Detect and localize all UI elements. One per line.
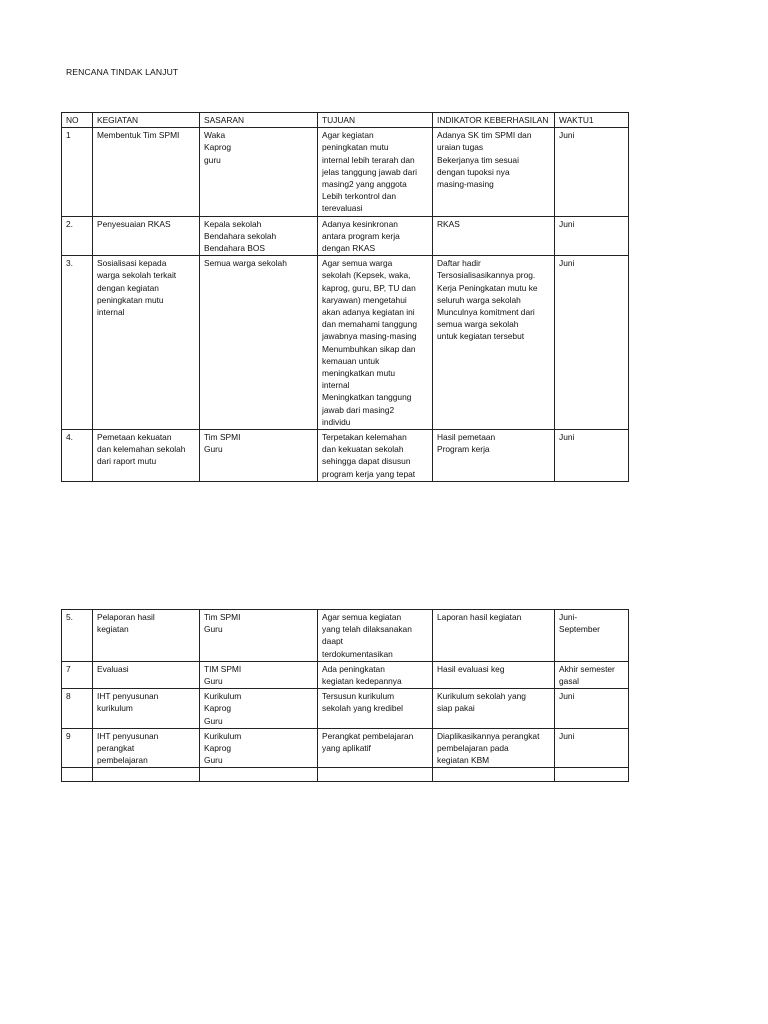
cell-no: 8 bbox=[62, 689, 93, 729]
cell-tujuan: Ada peningkatan kegiatan kedepannya bbox=[318, 661, 433, 688]
action-plan-table-part-1 bbox=[61, 112, 629, 482]
cell-tujuan: Tersusun kurikulum sekolah yang kredibel bbox=[318, 689, 433, 729]
document-title: RENCANA TINDAK LANJUT bbox=[66, 67, 179, 77]
cell-tujuan bbox=[318, 768, 433, 782]
header-indikator: INDIKATOR KEBERHASILAN bbox=[433, 113, 555, 128]
cell-kegiatan bbox=[93, 768, 200, 782]
table-row bbox=[62, 610, 629, 662]
cell-waktu: Juni bbox=[555, 430, 629, 482]
table-row bbox=[62, 128, 629, 216]
cell-indikator: Kurikulum sekolah yang siap pakai bbox=[433, 689, 555, 729]
cell-kegiatan: IHT penyusunan kurikulum bbox=[93, 689, 200, 729]
cell-sasaran: Kurikulum Kaprog Guru bbox=[200, 689, 318, 729]
table-row bbox=[62, 430, 629, 482]
cell-indikator: Adanya SK tim SPMI dan uraian tugas Bekerjanya tim sesuai dengan tupoksi nya masing-masing bbox=[433, 128, 555, 216]
cell-indikator: Hasil pemetaan Program kerja bbox=[433, 430, 555, 482]
header-waktu: WAKTU1 bbox=[555, 113, 629, 128]
header-no: NO bbox=[62, 113, 93, 128]
cell-sasaran: Semua warga sekolah bbox=[200, 256, 318, 430]
cell-kegiatan: Pemetaan kekuatan dan kelemahan sekolah dari raport mutu bbox=[93, 430, 200, 482]
cell-waktu: Akhir semester gasal bbox=[555, 661, 629, 688]
cell-kegiatan: Penyesuaian RKAS bbox=[93, 216, 200, 256]
cell-tujuan: Agar semua warga sekolah (Kepsek, waka, kaprog, guru, BP, TU dan karyawan) mengetahui akan adanya kegiatan ini dan memahami tanggung jawabnya masing-masing Menumbuhkan sikap dan kemauan untuk meningkatkan mutu internal Meningkatkan tanggung jawab dari masing2 individu bbox=[318, 256, 433, 430]
cell-no: 2. bbox=[62, 216, 93, 256]
cell-sasaran bbox=[200, 768, 318, 782]
cell-no: 3. bbox=[62, 256, 93, 430]
header-tujuan: TUJUAN bbox=[318, 113, 433, 128]
cell-tujuan: Agar kegiatan peningkatan mutu internal lebih terarah dan jelas tanggung jawab dari masing2 yang anggota Lebih terkontrol dan terevaluasi bbox=[318, 128, 433, 216]
cell-no: 5. bbox=[62, 610, 93, 662]
cell-waktu: Juni- September bbox=[555, 610, 629, 662]
cell-sasaran: Tim SPMI Guru bbox=[200, 610, 318, 662]
table-row bbox=[62, 768, 629, 782]
cell-indikator: Hasil evaluasi keg bbox=[433, 661, 555, 688]
cell-waktu: Juni bbox=[555, 128, 629, 216]
cell-waktu: Juni bbox=[555, 216, 629, 256]
cell-kegiatan: IHT penyusunan perangkat pembelajaran bbox=[93, 728, 200, 768]
cell-waktu: Juni bbox=[555, 728, 629, 768]
cell-tujuan: Adanya kesinkronan antara program kerja dengan RKAS bbox=[318, 216, 433, 256]
cell-indikator bbox=[433, 768, 555, 782]
table-row bbox=[62, 216, 629, 256]
action-plan-table-part-2 bbox=[61, 609, 629, 782]
cell-sasaran: Kepala sekolah Bendahara sekolah Bendahara BOS bbox=[200, 216, 318, 256]
table-body-part-1 bbox=[62, 128, 629, 482]
cell-kegiatan: Sosialisasi kepada warga sekolah terkait dengan kegiatan peningkatan mutu internal bbox=[93, 256, 200, 430]
table-body-part-2 bbox=[62, 610, 629, 782]
cell-indikator: Daftar hadir Tersosialisasikannya prog. Kerja Peningkatan mutu ke seluruh warga sekolah Munculnya komitment dari semua warga sekolah untuk kegiatan tersebut bbox=[433, 256, 555, 430]
cell-sasaran: Waka Kaprog guru bbox=[200, 128, 318, 216]
cell-no: 9 bbox=[62, 728, 93, 768]
header-sasaran: SASARAN bbox=[200, 113, 318, 128]
cell-no: 7 bbox=[62, 661, 93, 688]
cell-waktu bbox=[555, 768, 629, 782]
cell-tujuan: Perangkat pembelajaran yang aplikatif bbox=[318, 728, 433, 768]
cell-kegiatan: Evaluasi bbox=[93, 661, 200, 688]
cell-no: 1 bbox=[62, 128, 93, 216]
cell-no bbox=[62, 768, 93, 782]
cell-waktu: Juni bbox=[555, 689, 629, 729]
cell-sasaran: TIM SPMI Guru bbox=[200, 661, 318, 688]
cell-waktu: Juni bbox=[555, 256, 629, 430]
table-row bbox=[62, 728, 629, 768]
cell-indikator: RKAS bbox=[433, 216, 555, 256]
header-kegiatan: KEGIATAN bbox=[93, 113, 200, 128]
cell-sasaran: Kurikulum Kaprog Guru bbox=[200, 728, 318, 768]
cell-sasaran: Tim SPMI Guru bbox=[200, 430, 318, 482]
cell-kegiatan: Pelaporan hasil kegiatan bbox=[93, 610, 200, 662]
cell-tujuan: Terpetakan kelemahan dan kekuatan sekolah sehingga dapat disusun program kerja yang tepat bbox=[318, 430, 433, 482]
cell-indikator: Laporan hasil kegiatan bbox=[433, 610, 555, 662]
cell-kegiatan: Membentuk Tim SPMI bbox=[93, 128, 200, 216]
cell-tujuan: Agar semua kegiatan yang telah dilaksanakan daapt terdokumentasikan bbox=[318, 610, 433, 662]
table-row bbox=[62, 256, 629, 430]
cell-no: 4. bbox=[62, 430, 93, 482]
table-row bbox=[62, 689, 629, 729]
table-header-row bbox=[62, 113, 629, 128]
table-row bbox=[62, 661, 629, 688]
cell-indikator: Diaplikasikannya perangkat pembelajaran pada kegiatan KBM bbox=[433, 728, 555, 768]
